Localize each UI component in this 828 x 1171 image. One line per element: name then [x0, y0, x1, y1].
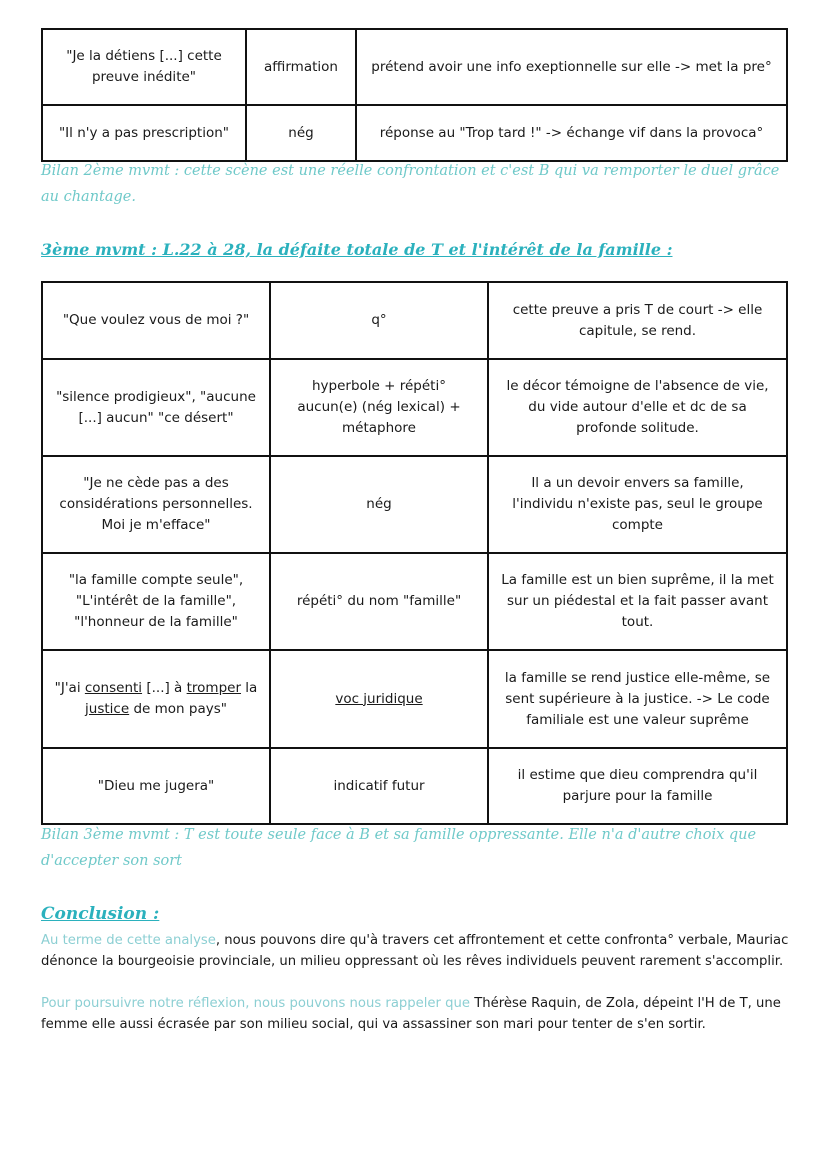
bilan-mvmt2: Bilan 2ème mvmt : cette scène est une réelle confrontation et c'est B qui va remporter le duel grâce au chantage.: [41, 163, 780, 205]
quote-text: [...] à: [142, 680, 187, 696]
quote-text: de mon pays": [129, 701, 227, 717]
device-cell: q°: [270, 282, 488, 359]
underlined-word: consenti: [84, 680, 143, 696]
effect-cell: La famille est un bien suprême, il la met sur un piédestal et la fait passer avant tout.: [488, 553, 787, 650]
underlined-word: tromper: [186, 680, 242, 696]
table-row: [42, 29, 787, 105]
device-cell: nég: [270, 456, 488, 553]
quote-cell: [42, 650, 270, 748]
effect-cell: Il a un devoir envers sa famille, l'individu n'existe pas, seul le groupe compte: [488, 456, 787, 553]
quote-cell: "Je ne cède pas a des considérations personnelles. Moi je m'efface": [42, 456, 270, 553]
analysis-table-mvmt3: [41, 281, 788, 825]
effect-cell: il estime que dieu comprendra qu'il parjure pour la famille: [488, 748, 787, 824]
section-heading-mvmt3: 3ème mvmt : L.22 à 28, la défaite totale de T et l'intérêt de la famille :: [41, 240, 673, 259]
conclusion-paragraph-1: [41, 930, 791, 972]
bilan-mvmt3: Bilan 3ème mvmt : T est toute seule face à B et sa famille oppressante. Elle n'a d'autre choix que d'accepter son sort: [41, 827, 757, 869]
table-row: [42, 650, 787, 748]
conclusion-heading: Conclusion :: [41, 904, 160, 924]
effect-cell: réponse au "Trop tard !" -> échange vif dans la provoca°: [356, 105, 787, 161]
device-cell: répéti° du nom "famille": [270, 553, 488, 650]
quote-cell: "Que voulez vous de moi ?": [42, 282, 270, 359]
quote-cell: "silence prodigieux", "aucune [...] aucun" "ce désert": [42, 359, 270, 456]
effect-cell: cette preuve a pris T de court -> elle capitule, se rend.: [488, 282, 787, 359]
device-cell: nég: [246, 105, 356, 161]
device-cell: affirmation: [246, 29, 356, 105]
quote-text: "J'ai: [54, 680, 85, 696]
paragraph-text: , nous pouvons dire qu'à travers cet affrontement et cette confronta° verbale, Mauriac dénonce la bourgeoisie provinciale, un milieu oppressant où les rêves individuels peuvent rarement s'accomplir.: [41, 933, 789, 969]
table-row: [42, 359, 787, 456]
table-row: [42, 105, 787, 161]
table-row: [42, 282, 787, 359]
table-row: [42, 553, 787, 650]
quote-cell: "Je la détiens [...] cette preuve inédite": [42, 29, 246, 105]
transition-phrase: Au terme de cette analyse: [41, 933, 216, 948]
device-text: voc juridique: [335, 690, 423, 707]
quote-text: la: [241, 680, 258, 696]
effect-cell: prétend avoir une info exeptionnelle sur elle -> met la pre°: [356, 29, 787, 105]
conclusion-paragraph-2: [41, 993, 791, 1035]
device-cell: [270, 650, 488, 748]
effect-cell: la famille se rend justice elle-même, se sent supérieure à la justice. -> Le code familiale est une valeur suprême: [488, 650, 787, 748]
paragraph-text: Thérèse Raquin, de Zola, dépeint l'H de T, une femme elle aussi écrasée par son milieu social, qui va assassiner son mari pour tenter de s'en sortir.: [41, 996, 781, 1032]
underlined-word: justice: [85, 701, 130, 717]
table-row: [42, 748, 787, 824]
effect-cell: le décor témoigne de l'absence de vie, du vide autour d'elle et dc de sa profonde solitude.: [488, 359, 787, 456]
analysis-table-mvmt2: [41, 28, 788, 162]
quote-cell: "Dieu me jugera": [42, 748, 270, 824]
device-cell: indicatif futur: [270, 748, 488, 824]
quote-cell: "la famille compte seule", "L'intérêt de la famille", "l'honneur de la famille": [42, 553, 270, 650]
transition-phrase: Pour poursuivre notre réflexion, nous pouvons nous rappeler que: [41, 996, 470, 1011]
device-cell: hyperbole + répéti° aucun(e) (nég lexical) + métaphore: [270, 359, 488, 456]
table-row: [42, 456, 787, 553]
quote-cell: "Il n'y a pas prescription": [42, 105, 246, 161]
